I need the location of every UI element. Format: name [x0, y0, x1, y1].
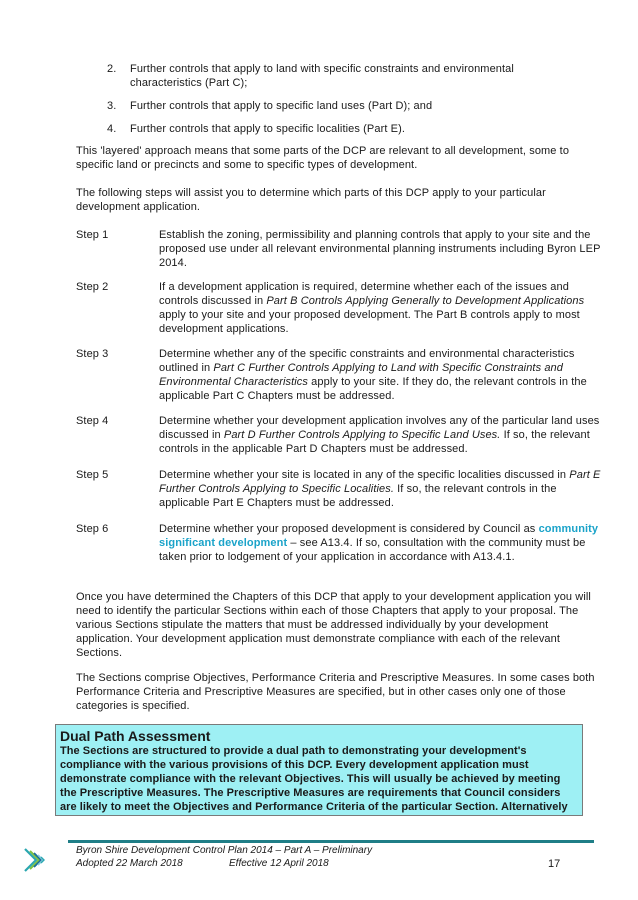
step-text-lead: Determine whether your development application involves any of the particular land uses discussed in — [159, 415, 600, 441]
step-text-tail: If so, the relevant controls in the applicable Part D Chapters must be addressed. — [159, 429, 590, 455]
list-item-number: 4. — [107, 123, 117, 135]
paragraph-once-determined: Once you have determined the Chapters of this DCP that apply to your development application you will need to identify the particular Sections within each of those Chapters that apply to your proposal. The various Sections stipulate the matters that must be addressed individually by your development application. Your development application must demonstrate compliance with each of the relevant Sections. — [76, 591, 591, 659]
step-row — [76, 414, 601, 456]
step-row — [76, 347, 601, 403]
step-label: Step 3 — [76, 348, 109, 360]
dual-path-assessment-box — [55, 724, 583, 816]
footer-rule — [68, 840, 594, 843]
numbered-list — [107, 62, 577, 136]
list-item — [107, 62, 577, 90]
step-text-tail: apply to your site and your proposed development. The Part B controls apply to most development applications. — [159, 309, 580, 335]
part-reference: Part D Further Controls Applying to Specific Land Uses. — [223, 429, 501, 441]
paragraph-following-steps: The following steps will assist you to determine which parts of this DCP apply to your particular development application. — [76, 187, 546, 213]
list-item — [107, 99, 577, 113]
step-label: Step 6 — [76, 523, 109, 535]
list-item-text: Further controls that apply to specific localities (Part E). — [130, 123, 405, 135]
step-label: Step 5 — [76, 469, 109, 481]
step-text — [159, 522, 601, 564]
community-significant-development-link[interactable]: community significant development — [159, 523, 599, 549]
part-reference: Part B Controls Applying Generally to Development Applications — [266, 295, 585, 307]
step-label: Step 2 — [76, 281, 109, 293]
list-item-text: Further controls that apply to land with specific constraints and environmental characteristics (Part C); — [130, 63, 514, 89]
step-text-tail: If so, the relevant controls in the applicable Part E Chapters must be addressed. — [159, 483, 557, 509]
part-reference: Part C Further Controls Applying to Land with Specific Constraints and Environmental Characteristics — [159, 362, 563, 388]
step-row — [76, 280, 601, 336]
step-row — [76, 468, 601, 510]
part-reference: Part E Further Controls Applying to Specific Localities. — [159, 469, 601, 495]
page-number: 17 — [548, 858, 561, 870]
footer-document-title: Byron Shire Development Control Plan 2014 – Part A – Preliminary — [76, 845, 373, 856]
step-text-lead: If a development application is required, determine whether each of the issues and controls discussed in — [159, 281, 569, 307]
paragraph-layered-approach: This 'layered' approach means that some parts of the DCP are relevant to all development, some to specific land or precincts and some to specific types of development. — [76, 145, 570, 171]
step-text — [159, 280, 601, 336]
dual-path-body: The Sections are structured to provide a dual path to demonstrating your development's compliance with the various provisions of this DCP. Every development application must demonstrate compliance with the relevant Objectives. This will usually be achieved by meeting the Prescriptive Measures. The Prescriptive Measures are requirements that Council considers are likely to meet the Objectives and Performance Criteria of the particular Section. Alternatively — [60, 745, 568, 813]
dual-path-title: Dual Path Assessment — [60, 728, 211, 744]
step-text-lead: Determine whether your proposed development is considered by Council as — [159, 523, 539, 535]
step-text — [159, 414, 601, 456]
step-text-lead: Determine whether any of the specific constraints and environmental characteristics outlined in — [159, 348, 575, 374]
step-label: Step 4 — [76, 415, 109, 427]
paragraph-sections-comprise: The Sections comprise Objectives, Performance Criteria and Prescriptive Measures. In some cases both Performance Criteria and Prescriptive Measures are specified, but in other cases only one of those categories is specified. — [76, 672, 595, 712]
footer-adopted-date: Adopted 22 March 2018 — [76, 858, 183, 869]
step-row — [76, 228, 601, 270]
step-row — [76, 522, 601, 564]
byron-shire-logo-icon — [22, 846, 50, 874]
step-text: Establish the zoning, permissibility and planning controls that apply to your site and the proposed use under all relevant environmental planning instruments including Byron LEP 2014. — [159, 229, 601, 269]
step-text-tail: apply to your site. If they do, the relevant controls in the applicable Part C Chapters must be addressed. — [159, 376, 587, 402]
step-text-tail: – see A13.4. If so, consultation with the community must be taken prior to lodgement of your application in accordance with A13.4.1. — [159, 537, 586, 563]
step-text — [159, 468, 601, 510]
step-text-lead: Determine whether your site is located in any of the specific localities discussed in — [159, 469, 570, 481]
list-item — [107, 122, 577, 136]
list-item-number: 2. — [107, 63, 117, 75]
list-item-number: 3. — [107, 100, 117, 112]
footer-effective-date: Effective 12 April 2018 — [229, 858, 329, 869]
step-label: Step 1 — [76, 229, 109, 241]
list-item-text: Further controls that apply to specific land uses (Part D); and — [130, 100, 433, 112]
step-text — [159, 347, 601, 403]
